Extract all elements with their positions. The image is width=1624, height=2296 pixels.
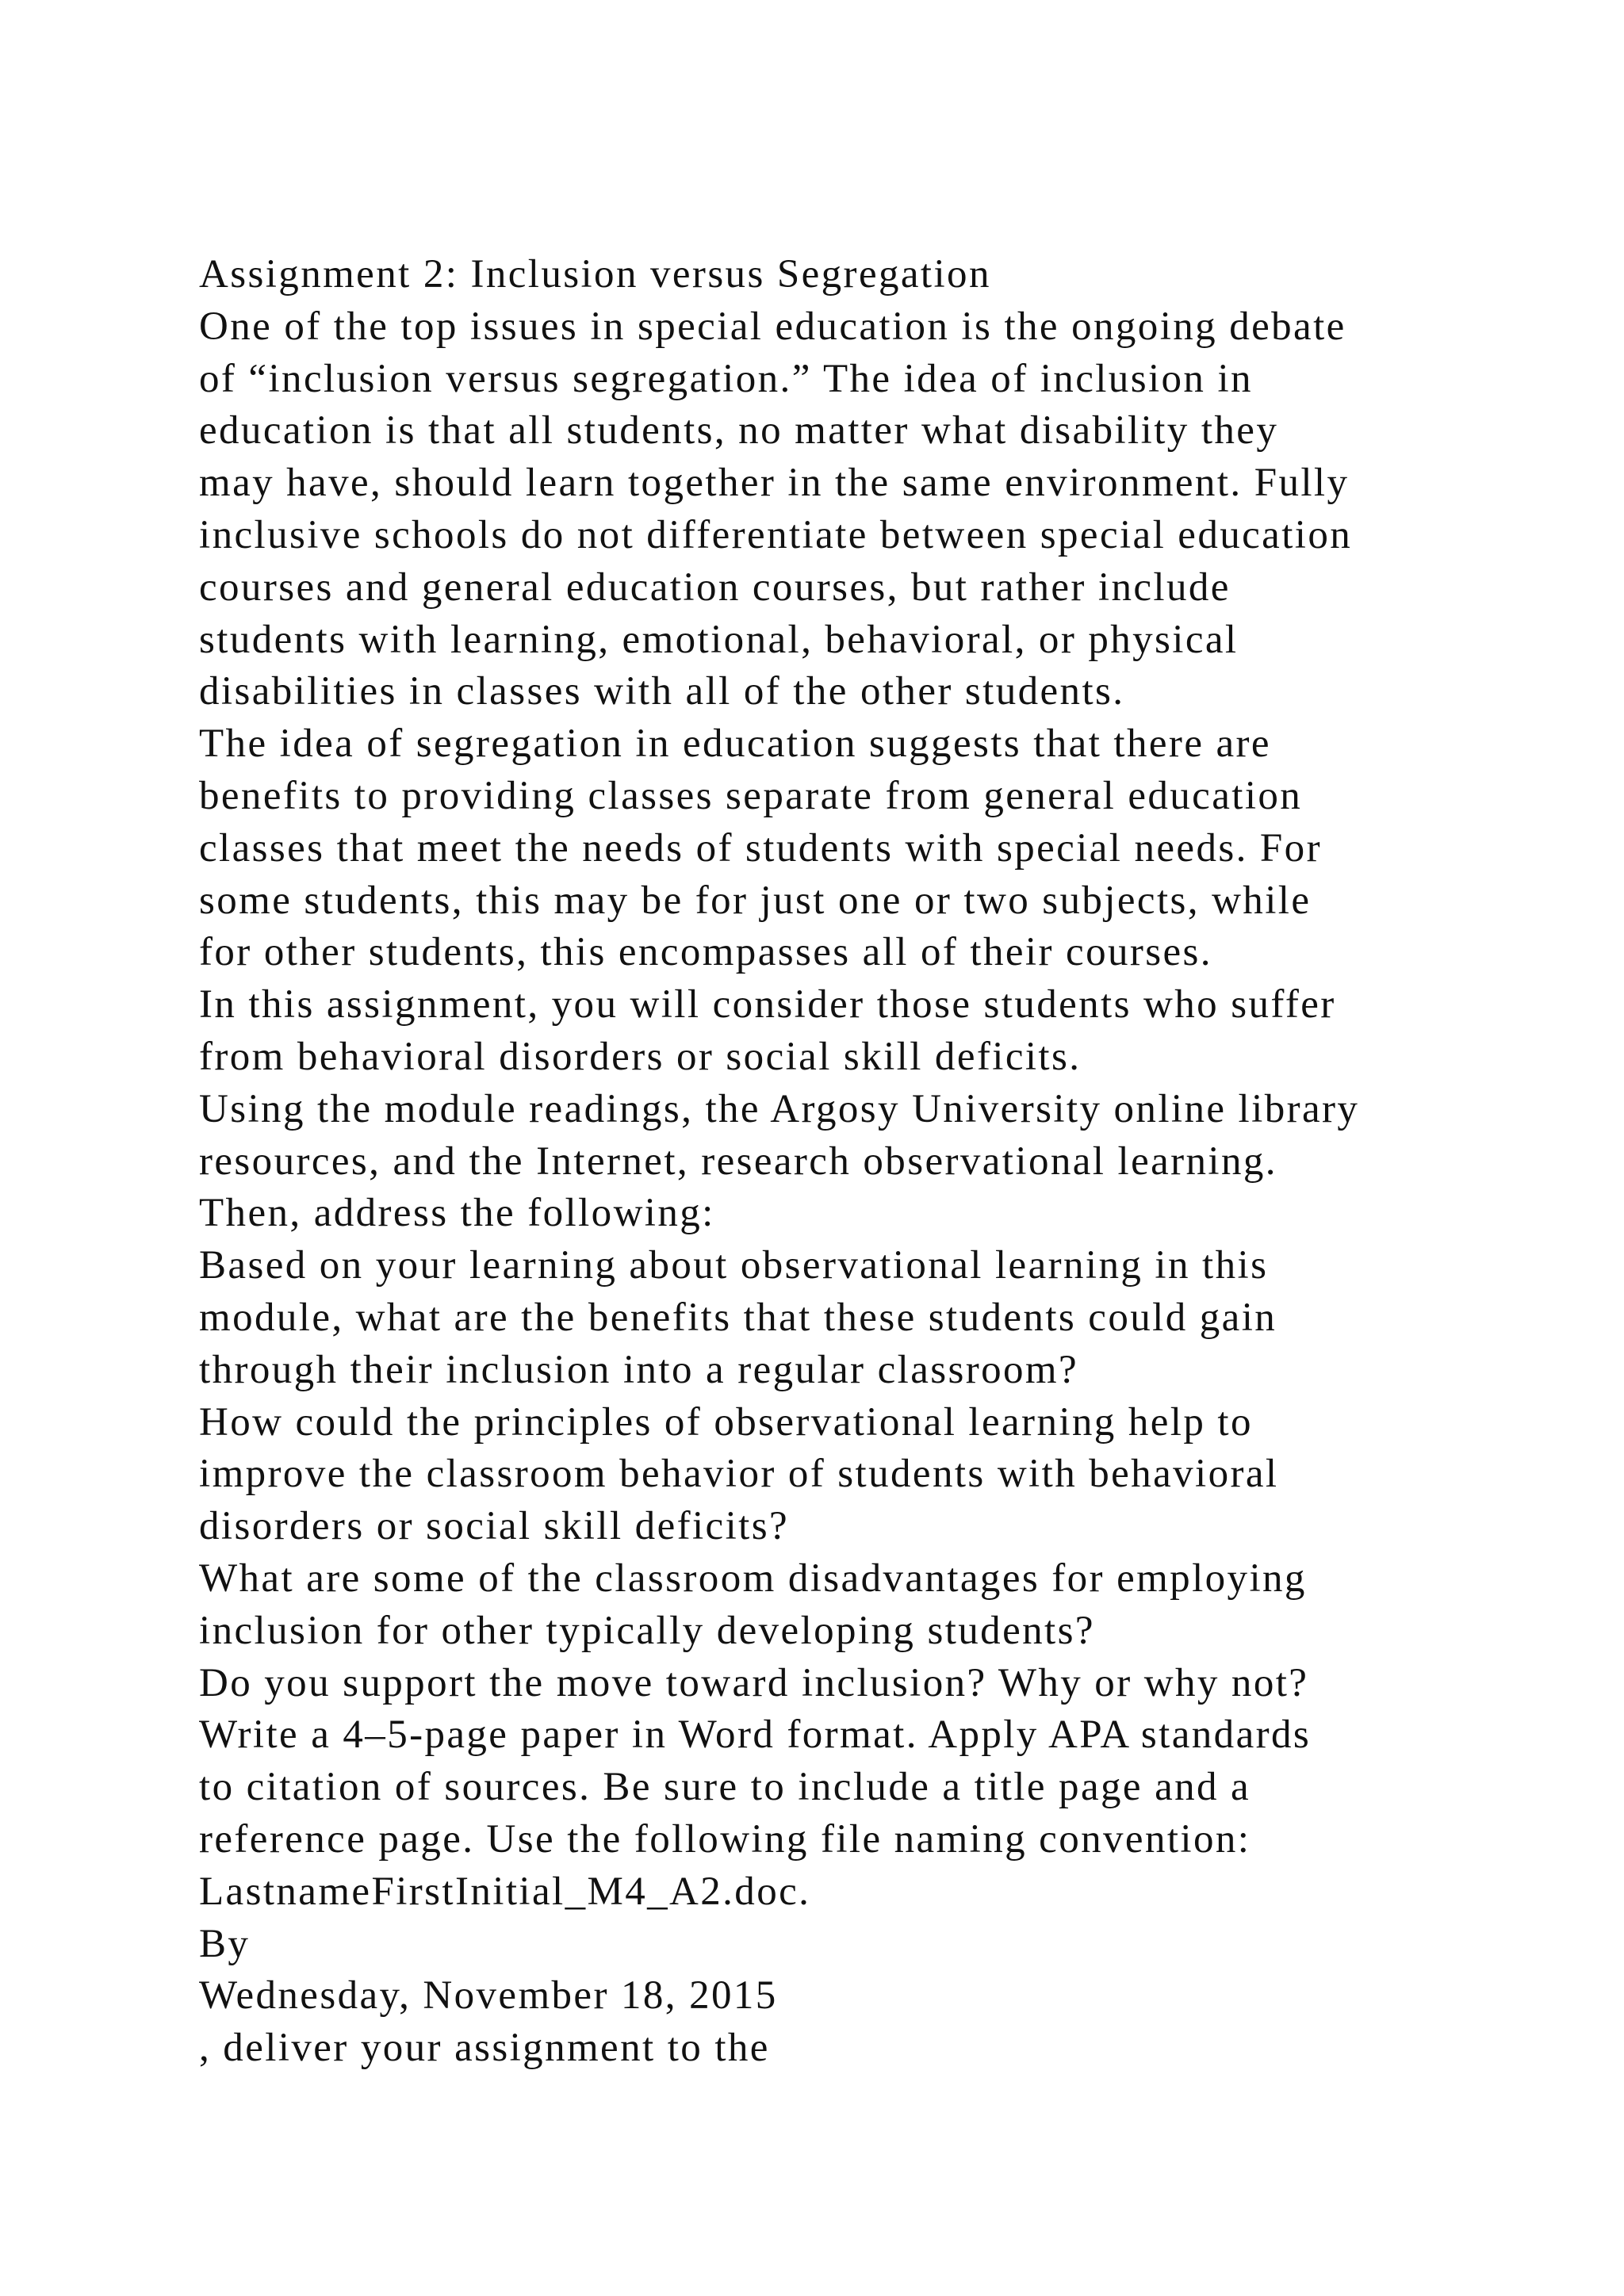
document-body [199, 249, 1547, 2075]
text-line: The idea of segregation in education suggests that there are [199, 721, 1271, 767]
question-line: module, what are the benefits that these students could gain [199, 1295, 1277, 1340]
question-line: How could the principles of observational learning help to [199, 1399, 1253, 1445]
instructions-line: to citation of sources. Be sure to include a title page and a [199, 1765, 1251, 1810]
question-line: disorders or social skill deficits? [199, 1504, 790, 1549]
text-line: Then, address the following: [199, 1191, 715, 1236]
text-line: students with learning, emotional, behavioral, or physical [199, 617, 1239, 662]
assignment-title: Assignment 2: Inclusion versus Segregation [199, 252, 991, 297]
question-line: Based on your learning about observational learning in this [199, 1243, 1269, 1288]
text-line: classes that meet the needs of students with special needs. For [199, 825, 1322, 871]
file-naming-convention: LastnameFirstInitial_M4_A2.doc. [199, 1869, 811, 1914]
text-line: resources, and the Internet, research observational learning. [199, 1138, 1277, 1184]
question-line: improve the classroom behavior of students with behavioral [199, 1452, 1279, 1497]
instructions-line: Write a 4–5-page paper in Word format. Apply APA standards [199, 1712, 1312, 1758]
delivery-line: , deliver your assignment to the [199, 2026, 770, 2071]
question-line: What are some of the classroom disadvantages for employing [199, 1556, 1307, 1601]
instructions-line: reference page. Use the following file naming convention: [199, 1816, 1251, 1862]
text-line: may have, should learn together in the same environment. Fully [199, 461, 1350, 506]
text-line: education is that all students, no matter what disability they [199, 408, 1279, 453]
text-line: of “inclusion versus segregation.” The idea of inclusion in [199, 356, 1253, 401]
question-line: through their inclusion into a regular classroom? [199, 1347, 1079, 1392]
due-date: Wednesday, November 18, 2015 [199, 1973, 778, 2019]
text-line: from behavioral disorders or social skill deficits. [199, 1034, 1082, 1079]
text-line: courses and general education courses, but rather include [199, 564, 1231, 610]
text-line: some students, this may be for just one or two subjects, while [199, 878, 1312, 923]
question-line: Do you support the move toward inclusion? Why or why not? [199, 1660, 1309, 1705]
due-by-label: By [199, 1921, 251, 1966]
text-line: disabilities in classes with all of the other students. [199, 669, 1125, 714]
text-line: One of the top issues in special education is the ongoing debate [199, 304, 1346, 349]
text-line: Using the module readings, the Argosy University online library [199, 1086, 1360, 1131]
text-line: for other students, this encompasses all of their courses. [199, 930, 1212, 975]
text-line: inclusive schools do not differentiate between special education [199, 512, 1353, 557]
question-line: inclusion for other typically developing students? [199, 1608, 1095, 1653]
text-line: In this assignment, you will consider those students who suffer [199, 982, 1336, 1027]
text-line: benefits to providing classes separate from general education [199, 773, 1303, 818]
